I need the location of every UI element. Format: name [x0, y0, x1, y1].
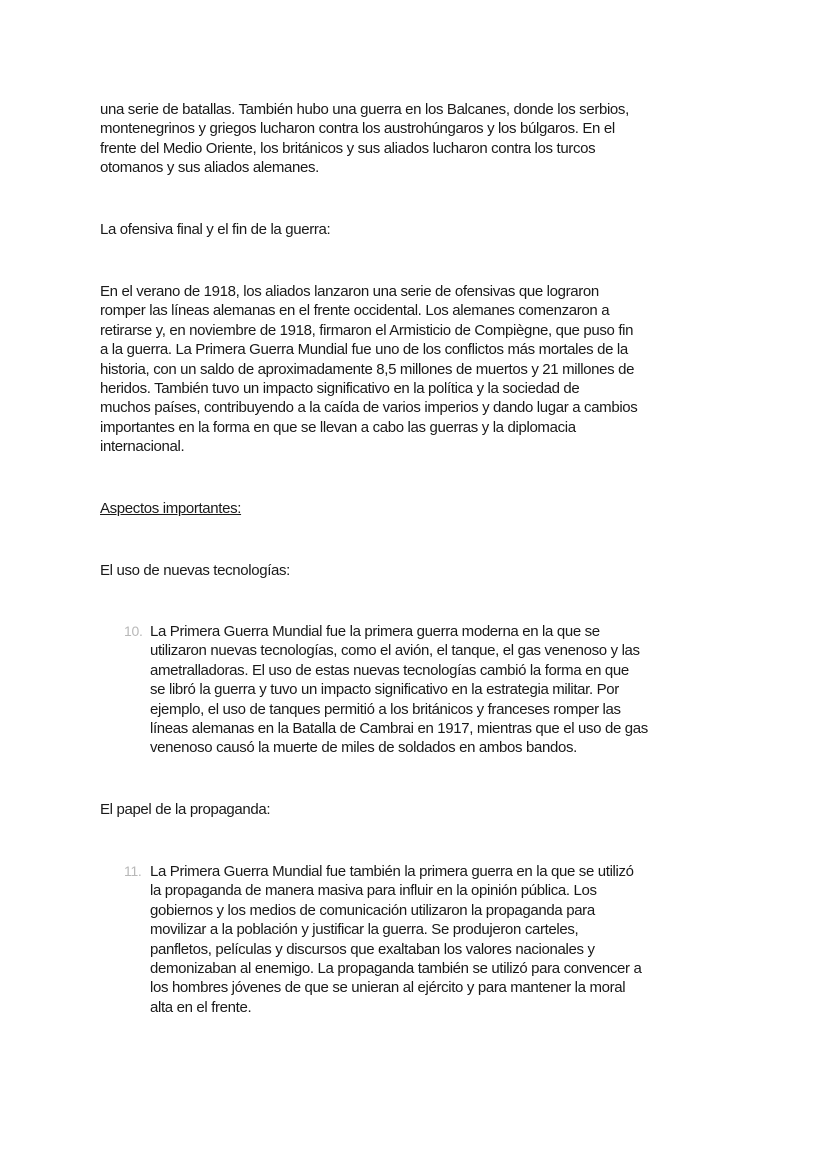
heading-text: Aspectos importantes:	[100, 500, 242, 517]
heading-technologies	[100, 561, 290, 580]
text-line: los hombres jóvenes de que se unieran al ejército y para mantener la moral	[150, 979, 626, 997]
heading-text: El papel de la propaganda:	[100, 801, 271, 818]
heading-important-aspects	[100, 499, 241, 518]
text-line: frente del Medio Oriente, los británicos y sus aliados lucharon contra los turcos	[100, 139, 596, 157]
list-item-10	[124, 622, 648, 758]
text-line: otomanos y sus aliados alemanes.	[100, 159, 319, 177]
text-line: heridos. También tuvo un impacto significativo en la política y la sociedad de	[100, 379, 580, 397]
text-line: ametralladoras. El uso de estas nuevas tecnologías cambió la forma en que	[150, 661, 629, 679]
text-line: gobiernos y los medios de comunicación utilizaron la propaganda para	[150, 901, 595, 919]
text-line: importantes en la forma en que se llevan a cabo las guerras y la diplomacia	[100, 418, 576, 436]
list-number: 10.	[124, 623, 143, 639]
text-line: a la guerra. La Primera Guerra Mundial fue uno de los conflictos más mortales de la	[100, 341, 628, 359]
text-line: se libró la guerra y tuvo un impacto significativo en la estrategia militar. Por	[150, 681, 619, 699]
text-line: retirarse y, en noviembre de 1918, firmaron el Armisticio de Compiègne, que puso fin	[100, 321, 634, 339]
list-item-11	[124, 862, 642, 1017]
text-line: montenegrinos y griegos lucharon contra los austrohúngaros y los búlgaros. En el	[100, 120, 615, 138]
heading-text: La ofensiva final y el fin de la guerra:	[100, 221, 331, 238]
paragraph-other-fronts	[100, 100, 629, 178]
list-item-text	[150, 622, 648, 758]
text-line: una serie de batallas. También hubo una guerra en los Balcanes, donde los serbios,	[100, 101, 629, 118]
text-line: utilizaron nuevas tecnologías, como el avión, el tanque, el gas venenoso y las	[150, 642, 640, 660]
text-line: historia, con un saldo de aproximadamente 8,5 millones de muertos y 21 millones de	[100, 360, 635, 378]
text-line: demonizaban al enemigo. La propaganda también se utilizó para convencer a	[150, 959, 642, 977]
text-line: líneas alemanas en la Batalla de Cambrai en 1917, mientras que el uso de gas	[150, 719, 648, 737]
text-line: venenoso causó la muerte de miles de soldados en ambos bandos.	[150, 739, 577, 757]
text-line: panfletos, películas y discursos que exaltaban los valores nacionales y	[150, 940, 595, 958]
paragraph-end-of-war	[100, 282, 637, 457]
list-item-text	[150, 862, 641, 1017]
text-line: internacional.	[100, 438, 185, 456]
text-line: muchos países, contribuyendo a la caída de varios imperios y dando lugar a cambios	[100, 399, 638, 417]
heading-propaganda	[100, 800, 270, 819]
text-line: La Primera Guerra Mundial fue también la primera guerra en la que se utilizó	[150, 863, 634, 880]
text-line: romper las líneas alemanas en el frente occidental. Los alemanes comenzaron a	[100, 302, 610, 320]
text-line: la propaganda de manera masiva para influir en la opinión pública. Los	[150, 882, 597, 900]
list-number: 11.	[124, 863, 142, 879]
text-line: La Primera Guerra Mundial fue la primera guerra moderna en la que se	[150, 623, 600, 640]
heading-final-offensive	[100, 220, 330, 239]
text-line: movilizar a la población y justificar la guerra. Se produjeron carteles,	[150, 921, 579, 939]
text-line: alta en el frente.	[150, 998, 252, 1016]
text-line: En el verano de 1918, los aliados lanzaron una serie de ofensivas que lograron	[100, 283, 599, 300]
heading-text: El uso de nuevas tecnologías:	[100, 562, 290, 579]
text-line: ejemplo, el uso de tanques permitió a los británicos y franceses romper las	[150, 700, 621, 718]
